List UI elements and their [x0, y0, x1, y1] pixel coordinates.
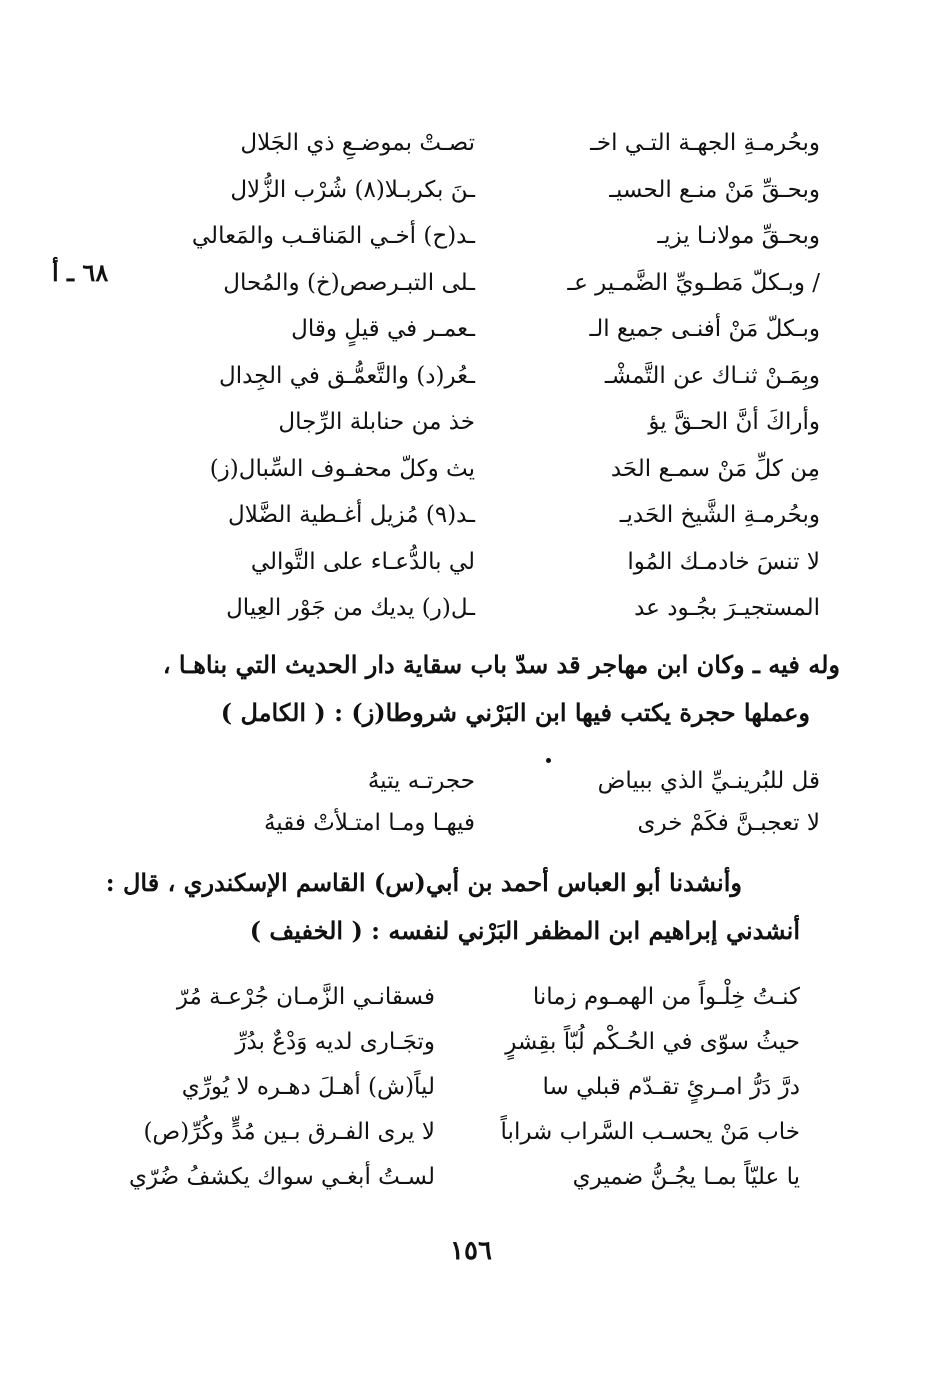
verse-line	[120, 595, 820, 642]
verse-line	[110, 1074, 810, 1119]
verse-second-hemistich: ـل(ر) يديك من جَوْر العِيال	[226, 595, 475, 621]
verse-line	[120, 130, 820, 177]
verse-second-hemistich: يث وكلّ محفـوف السِّبال(ز)	[209, 455, 475, 482]
verse-first-hemistich: لا تنسَ خادمـك المُوا	[627, 548, 820, 575]
verse-first-hemistich: وبحُرمـةِ الشَّيخ الحَديـ	[619, 502, 820, 528]
intro-paragraph-1-line-2: وعملها حجرة يكتب فيها ابن البَرْني شروطا(ز) : ( الكامل )	[220, 698, 810, 727]
poem-1	[120, 130, 820, 642]
verse-second-hemistich: لياً(ش) أهـلَ دهـره لا يُورِّي	[181, 1074, 435, 1100]
verse-line	[120, 270, 820, 317]
verse-first-hemistich: وأراكَ أنَّ الحـقَّ يؤ	[648, 409, 820, 435]
poem-2	[120, 768, 820, 852]
intro-paragraph-2-line-2: أنشدني إبراهيم ابن المظفر البَرْني لنفسه : ( الخفيف )	[249, 916, 800, 945]
intro-paragraph-1-line-1: وله فيه ـ وكان ابن مهاجر قد سدّ باب سقاية دار الحديث التي بناهـا ،	[162, 650, 840, 679]
verse-second-hemistich: فيهـا ومـا امتـلأتْ فقيهُ	[263, 810, 475, 836]
verse-second-hemistich: لي بالدُّعـاء على التَّوالي	[250, 548, 475, 575]
verse-line	[110, 984, 810, 1029]
verse-second-hemistich: وتجَـارى لديه وَدْعٌ بدُرِّ	[235, 1029, 435, 1055]
verse-first-hemistich: خاب مَنْ يحسـب السَّراب شراباً	[500, 1119, 800, 1145]
verse-first-hemistich: وبِمَـنْ ثنـاك عن التَّمشْـ	[604, 362, 820, 389]
verse-first-hemistich: لا تعجبـنَّ فكَمْ خرى	[637, 810, 820, 836]
verse-first-hemistich: المستجيـرَ بجُـود عد	[634, 595, 820, 621]
verse-line	[120, 316, 820, 363]
verse-first-hemistich: وبحُرمـةِ الجهـة التـي اخـ	[590, 130, 820, 156]
intro-paragraph-2-line-1: وأنشدنا أبو العباس أحمد بن أبي(س) القاسم الإسكندري ، قال :	[105, 868, 742, 897]
verse-first-hemistich: حيثُ سوّى في الحُـكْم لُبّاً بقِشرٍ	[505, 1029, 800, 1055]
poem-3	[110, 984, 810, 1209]
ornament-dot	[546, 758, 551, 763]
verse-second-hemistich: لا يرى الفـرق بـين مُدٍّ وكُرِّ(ص)	[143, 1119, 435, 1145]
verse-second-hemistich: ـعُر(د) والتَّعمُّـق في الجِدال	[219, 362, 475, 389]
verse-line	[120, 502, 820, 549]
verse-line	[110, 1164, 810, 1209]
verse-first-hemistich: مِن كلِّ مَنْ سمـع الحَد	[610, 455, 820, 482]
verse-second-hemistich: لسـتُ أبغـي سواك يكشفُ ضُرّي	[128, 1164, 435, 1190]
verse-second-hemistich: فسقانـي الزَّمـان جُرْعـة مُرّ	[176, 984, 435, 1010]
verse-line	[110, 1119, 810, 1164]
verse-first-hemistich: وبـكلّ مَنْ أفنـى جميع الـ	[589, 316, 820, 342]
verse-line	[120, 456, 820, 503]
verse-second-hemistich: ـعمـر في قيلٍ وقال	[291, 316, 475, 342]
verse-second-hemistich: ـنَ بكربـلا(٨) شُرْب الزُّلال	[230, 176, 475, 203]
verse-second-hemistich: حجرتـه يتيهُ	[367, 768, 475, 794]
page-number: ١٥٦	[450, 1236, 492, 1266]
verse-second-hemistich: خذ من حنابلة الرِّجال	[278, 409, 475, 435]
verse-second-hemistich: ـلى التبـرصص(خ) والمُحال	[223, 269, 475, 296]
verse-second-hemistich: ـد(ح) أخـي المَناقـب والمَعالي	[191, 223, 475, 249]
verse-first-hemistich: يا عليّاً بمـا يجُـنُّ ضميري	[572, 1164, 800, 1190]
verse-line	[120, 549, 820, 596]
verse-first-hemistich: درَّ دَرُّ امـرئٍ تقـدّم قبلي سا	[542, 1074, 800, 1100]
verse-first-hemistich: وبحـقِّ مولانـا يزيـ	[657, 223, 820, 249]
verse-first-hemistich: قل للبُرينـيِّ الذي ببياض	[597, 768, 820, 794]
verse-first-hemistich: / وبـكلّ مَطـويِّ الضَّمـير عـ	[567, 269, 820, 296]
verse-first-hemistich: كنـتُ خِلْـواً من الهمـوم زمانا	[532, 984, 800, 1010]
verse-line	[110, 1029, 810, 1074]
verse-line	[120, 223, 820, 270]
verse-line	[120, 177, 820, 224]
verse-line	[120, 409, 820, 456]
verse-second-hemistich: تصـتْ بموضـعِ ذي الجَلال	[240, 130, 475, 156]
verse-second-hemistich: ـد(٩) مُزيل أغـطية الضَّلال	[228, 502, 475, 528]
verse-line	[120, 810, 820, 852]
margin-folio-note: ٦٨ ـ أ	[52, 258, 109, 287]
verse-line	[120, 363, 820, 410]
verse-first-hemistich: وبحـقِّ مَنْ منـع الحسيـ	[609, 176, 820, 203]
verse-line	[120, 768, 820, 810]
